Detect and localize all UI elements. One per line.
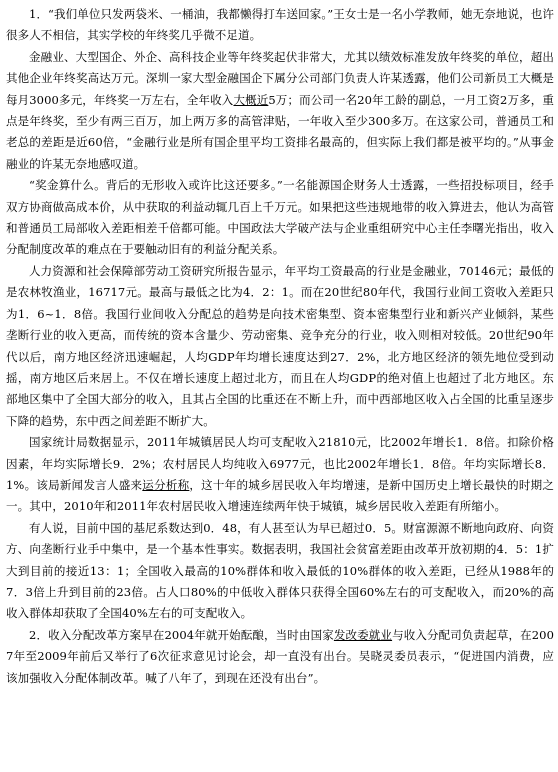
paragraph-5: 国家统计局数据显示，2011年城镇居民人均可支配收入21810元，比2002年增长1．8倍。扣除价格因素，年均实际增长9．2%；农村居民人均纯收入6977元，也比2002年增长1．8倍。年均实际增长8．1%。该局新闻发言人盛来运分析称，这十年的城乡居民收入年均增速，是新中国历史上增长最快的时期之一。其中，2010年和2011年农村居民收入增速连续两年快于城镇，城乡居民收入差距有所缩小。 (6, 435, 554, 514)
paragraph-3: “奖金算什么。背后的无形收入或许比这还要多。”一名能源国企财务人士透露，一些招投标项目，经手双方协商做高成本价，从中获取的利益动辄几百上千万元。如果把这些违规地带的收入算进去，他认为高管和普通员工局部收入差距相差千倍都可能。中国政法大学破产法与企业重组研究中心主任李曙光指出，收入分配制度改革的难点在于要触动旧有的利益分配关系。 (6, 178, 554, 257)
paragraph-6: 有人说，目前中国的基尼系数达到0．48，有人甚至认为早已超过0．5。财富源源不断地向政府、向资方、向垄断行业手中集中，是一个基本性事实。数据表明，我国社会贫富差距由改革开放初期的4．5：1扩大到目前的接近13：1；全国收入最高的10%群体和收入最低的10%群体的收入差距，已经从1988年的7．3倍上升到目前的23倍。占人口80%的中低收入群体只获得全国60%左右的可支配收入，而20%的高收入群体却获取了全国40%左右的可支配收入。 (6, 520, 554, 621)
paragraph-2: 金融业、大型国企、外企、高科技企业等年终奖起伏非常大，尤其以绩效标准发放年终奖的单位，超出其他企业年终奖高达万元。深圳一家大型金融国企下属分公司部门负责人许某透露，他们公司新员工大概是每月3000多元，年终奖一万左右，全年收入大概近5万；而公司一名20年工龄的副总，一月工资2万多，重点是年终奖，至少有两三百万，加上两万多的高管津贴，一年收入至少300多万。在这家公司，普通员工和老总的差距是近60倍，“金融行业是所有国企里平均工资排名最高的，但实际上我们都是被平均的。”从事金融业的许某无奈地感叹道。 (6, 49, 554, 171)
paragraph-7: 2．收入分配改革方案早在2004年就开始酝酿，当时由国家发改委就业与收入分配司负责起草，在2007年至2009年前后又举行了6次征求意见讨论会，却一直没有出台。吴晓灵委员表示，“促进国内消费，应该加强收入分配体制改革。喊了八年了，到现在还没有出台”。 (6, 627, 554, 685)
underlined-phrase: 大概近 (233, 92, 269, 107)
underlined-phrase: 运分析称 (142, 477, 190, 492)
paragraph-4: 人力资源和社会保障部劳动工资研究所报告显示，年平均工资最高的行业是金融业，70146元；最低的是农林牧渔业，16717元。最高与最低之比为4．2：1。而在20世纪80年代，我国行业间工资收入差距只为1．6~1．8倍。我国行业间收入分配总的趋势是向技术密集型、资本密集型行业和新兴产业倾斜，某些垄断行业的收入更高，而传统的资本含量少、劳动密集、竞争充分的行业，收入则相对较低。20世纪90年代以后，南方地区经济迅速崛起，人均GDP年均增长速度达到27．2%，北方地区经济的领先地位受到动摇，南方地区后来居上。不仅在增长速度上超过北方，而且在人均GDP的绝对值上也超过了北方地区。东部地区集中了全国大部分的收入，且其占全国的比重还在不断上升，而中西部地区收入占全国的比重呈逐步下降的趋势，东中西之间差距不断扩大。 (6, 263, 554, 428)
underlined-phrase: 发改委就业 (333, 627, 393, 642)
paragraph-1: 1．“我们单位只发两袋米、一桶油，我都懒得打车送回家。”王女士是一名小学教师，她无奈地说，也许很多人不相信，其实学校的年终奖几乎微不足道。 (6, 7, 554, 43)
